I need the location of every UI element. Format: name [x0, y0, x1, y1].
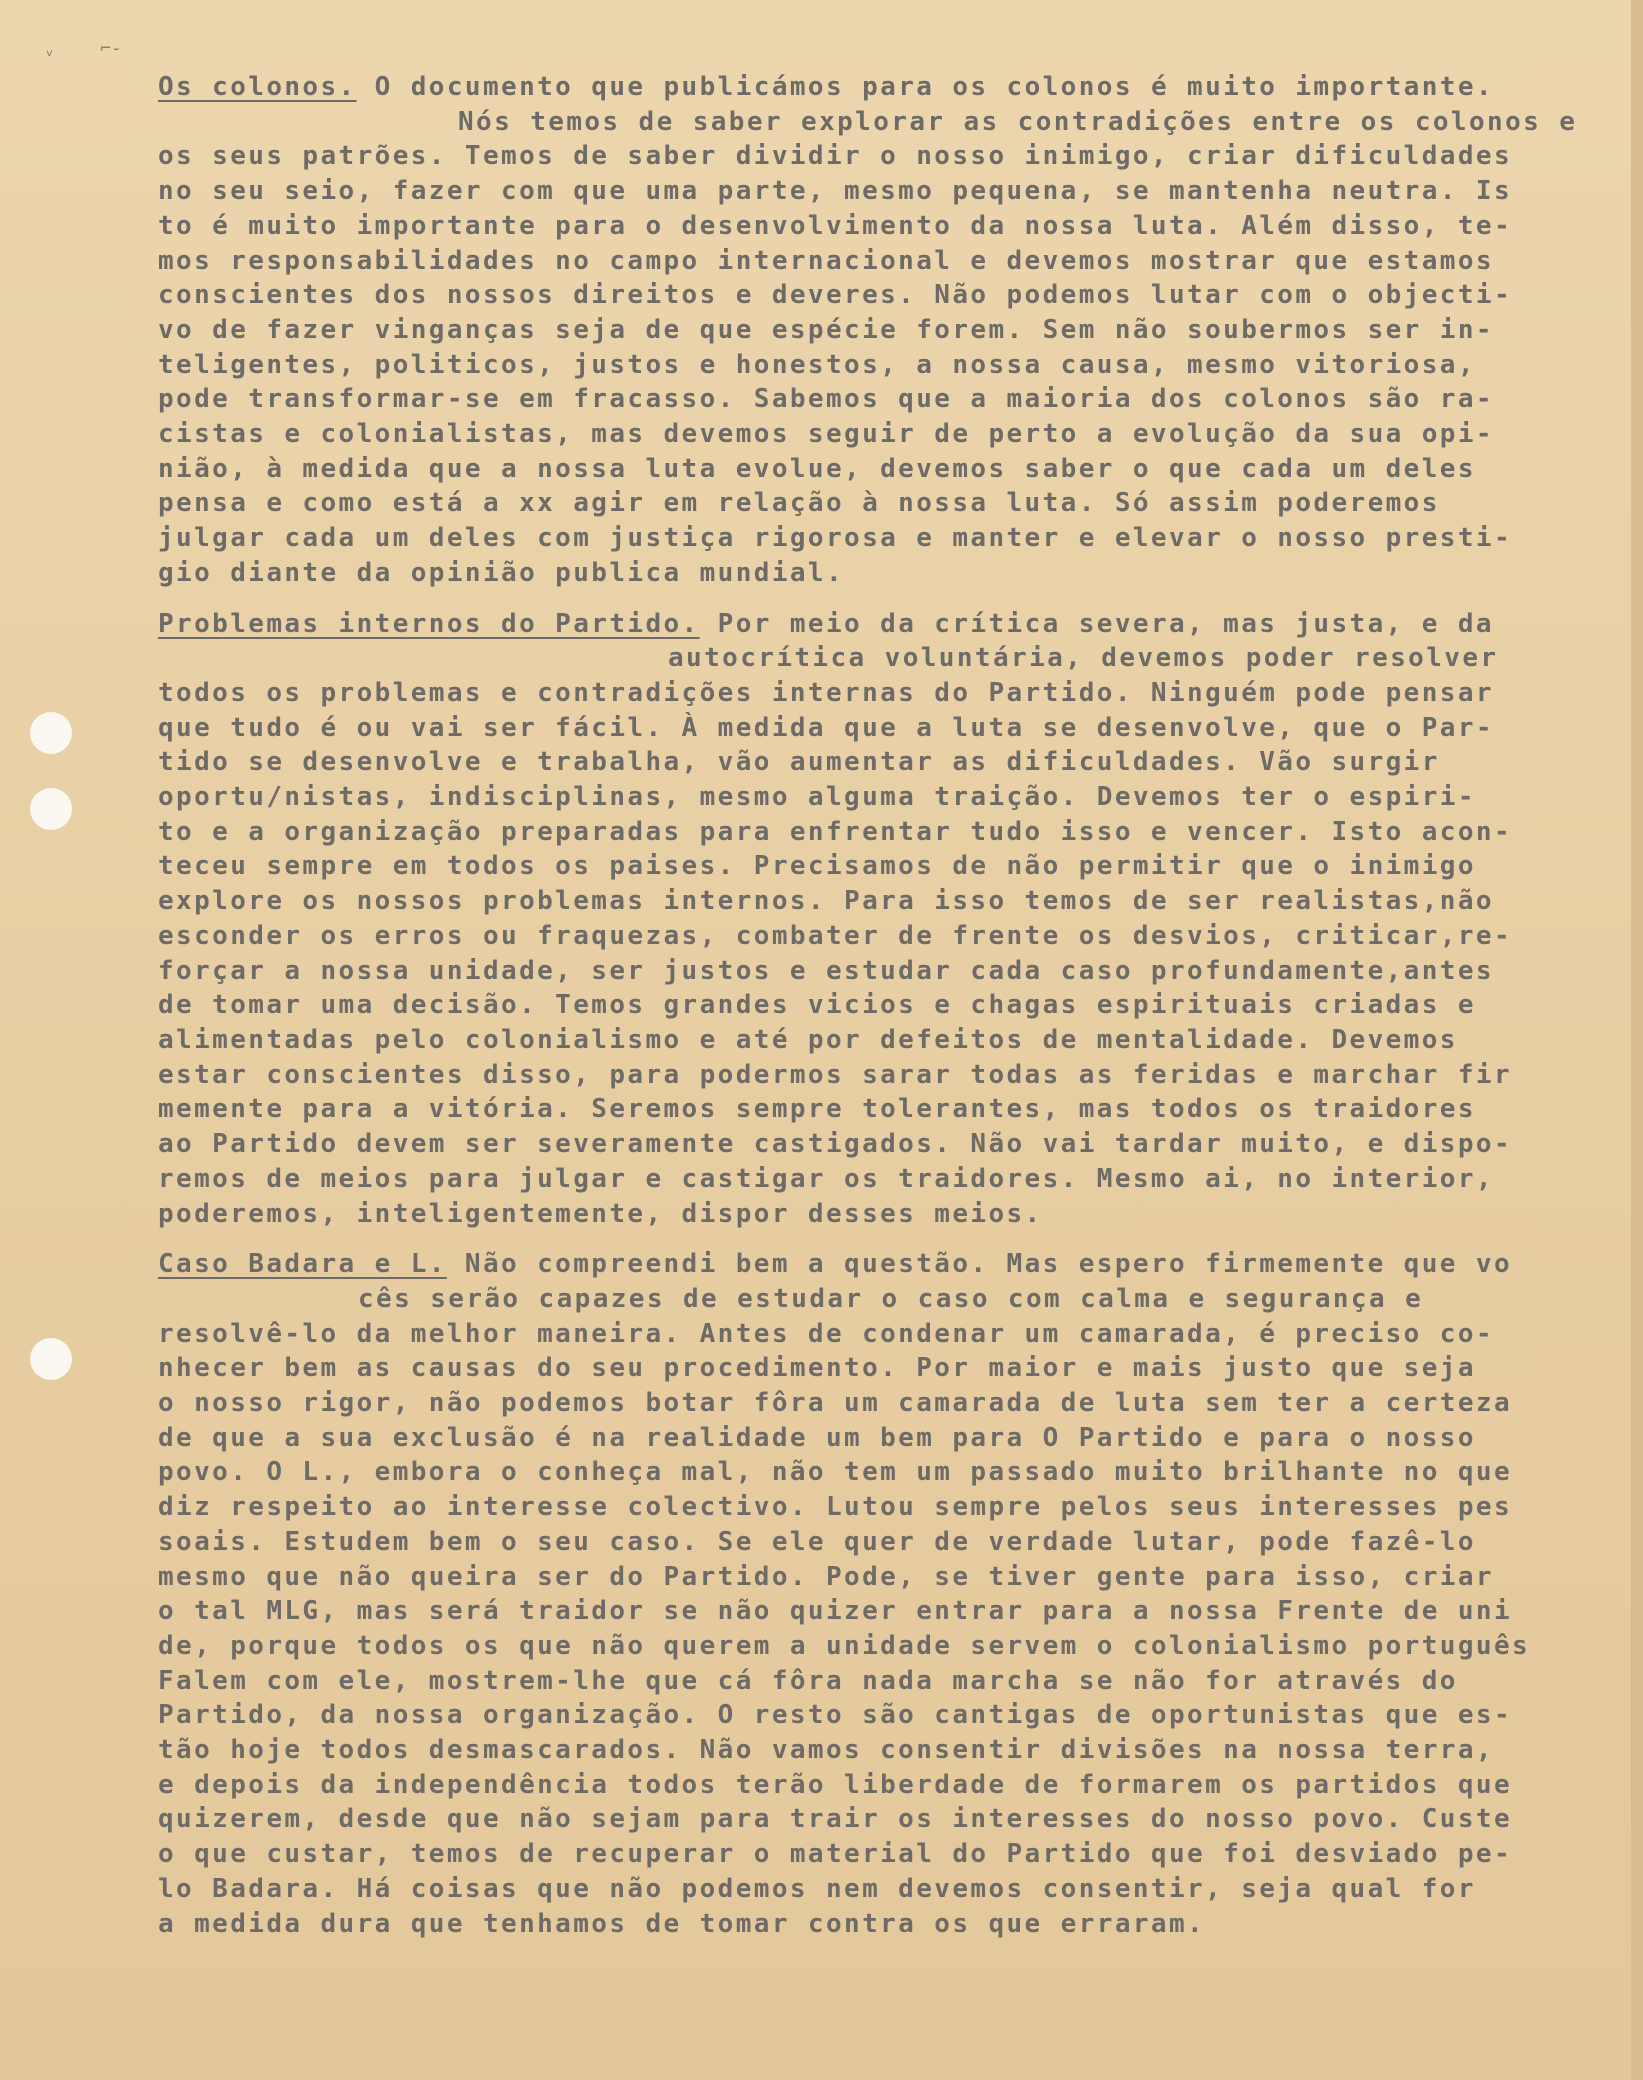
- text-line: remos de meios para julgar e castigar os traidores. Mesmo ai, no interior,: [158, 1163, 1494, 1194]
- text-line: julgar cada um deles com justiça rigorosa e manter e elevar o nosso presti-: [158, 523, 1512, 554]
- text-line: de que a sua exclusão é na realidade um bem para O Partido e para o nosso: [158, 1422, 1476, 1453]
- text-line: soais. Estudem bem o seu caso. Se ele quer de verdade lutar, pode fazê-lo: [158, 1526, 1476, 1557]
- text-line: e depois da independência todos terão liberdade de formarem os partidos que: [158, 1769, 1512, 1800]
- text-line: nhecer bem as causas do seu procedimento. Por maior e mais justo que seja: [158, 1353, 1476, 1384]
- text-line: mos responsabilidades no campo internacional e devemos mostrar que estamos: [158, 245, 1494, 276]
- section-heading: Problemas internos do Partido.: [158, 608, 700, 639]
- text-line: pode transformar-se em fracasso. Sabemos que a maioria dos colonos são ra-: [158, 384, 1494, 415]
- text-line: Problemas internos do Partido. Por meio da crítica severa, mas justa, e da: [158, 608, 1494, 639]
- text-line: nião, à medida que a nossa luta evolue, devemos saber o que cada um deles: [158, 453, 1476, 484]
- punch-hole: [30, 788, 72, 830]
- section-caso-badara: [158, 1247, 1636, 1941]
- text-line: teceu sempre em todos os paises. Precisamos de não permitir que o inimigo: [158, 851, 1476, 882]
- text-line: que tudo é ou vai ser fácil. À medida que a luta se desenvolve, que o Par-: [158, 712, 1494, 743]
- text-line: quizerem, desde que não sejam para trair os interesses do nosso povo. Custe: [158, 1804, 1512, 1835]
- section-colonos: [158, 70, 1636, 591]
- text-line: poderemos, inteligentemente, dispor desses meios.: [158, 1198, 1043, 1229]
- text-line: Partido, da nossa organização. O resto são cantigas de oportunistas que es-: [158, 1700, 1512, 1731]
- text-line: resolvê-lo da melhor maneira. Antes de condenar um camarada, é preciso co-: [158, 1318, 1494, 1349]
- text-line: Caso Badara e L. Não compreendi bem a questão. Mas espero firmemente que vo: [158, 1249, 1513, 1280]
- text-line: cês serão capazes de estudar o caso com calma e segurança e: [358, 1283, 1424, 1314]
- text-line: explore os nossos problemas internos. Para isso temos de ser realistas,não: [158, 886, 1494, 917]
- typewritten-text: [158, 70, 1636, 1957]
- text-line: gio diante da opinião publica mundial.: [158, 557, 845, 588]
- text-line: oportu/nistas, indisciplinas, mesmo alguma traição. Devemos ter o espiri-: [158, 782, 1476, 813]
- text-line: conscientes dos nossos direitos e deveres. Não podemos lutar com o objecti-: [158, 280, 1512, 311]
- punch-hole: [30, 712, 72, 754]
- text-line: to é muito importante para o desenvolvimento da nossa luta. Além disso, te-: [158, 210, 1512, 241]
- text-line: estar conscientes disso, para podermos sarar todas as feridas e marchar fir: [158, 1059, 1512, 1090]
- text-line: a medida dura que tenhamos de tomar contra os que erraram.: [158, 1908, 1206, 1939]
- punch-hole: [30, 1338, 72, 1380]
- text-line: mesmo que não queira ser do Partido. Pode, se tiver gente para isso, criar: [158, 1561, 1494, 1592]
- text-line: o nosso rigor, não podemos botar fôra um camarada de luta sem ter a certeza: [158, 1388, 1512, 1419]
- text-line: esconder os erros ou fraquezas, combater de frente os desvios, criticar,re-: [158, 920, 1512, 951]
- text-line: forçar a nossa unidade, ser justos e estudar cada caso profundamente,antes: [158, 955, 1494, 986]
- section-heading: Os colonos.: [158, 72, 357, 102]
- text-line: tido se desenvolve e trabalha, vão aumentar as dificuldades. Vão surgir: [158, 747, 1440, 778]
- text-line: de, porque todos os que não querem a unidade servem o colonialismo português: [158, 1630, 1531, 1661]
- text-line: Falem com ele, mostrem-lhe que cá fôra nada marcha se não for através do: [158, 1665, 1458, 1696]
- text-line: memente para a vitória. Seremos sempre tolerantes, mas todos os traidores: [158, 1094, 1476, 1125]
- section-problemas-internos: [158, 607, 1636, 1232]
- text-line: teligentes, politicos, justos e honestos, a nossa causa, mesmo vitoriosa,: [158, 349, 1476, 380]
- text-line: tão hoje todos desmascarados. Não vamos consentir divisões na nossa terra,: [158, 1735, 1494, 1766]
- text-line: povo. O L., embora o conheça mal, não tem um passado muito brilhante no que: [158, 1457, 1512, 1488]
- text-line: alimentadas pelo colonialismo e até por defeitos de mentalidade. Devemos: [158, 1024, 1458, 1055]
- text-line: pensa e como está a xx agir em relação à nossa luta. Só assim poderemos: [158, 488, 1440, 519]
- text-line: diz respeito ao interesse colectivo. Lutou sempre pelos seus interesses pes: [158, 1492, 1512, 1523]
- paper-speck: ᵛ: [44, 46, 55, 67]
- text-line: o tal MLG, mas será traidor se não quizer entrar para a nossa Frente de uni: [158, 1596, 1512, 1627]
- text-line: o que custar, temos de recuperar o material do Partido que foi desviado pe-: [158, 1839, 1512, 1870]
- text-line: lo Badara. Há coisas que não podemos nem devemos consentir, seja qual for: [158, 1873, 1476, 1904]
- section-heading: Caso Badara e L.: [158, 1249, 447, 1280]
- text-line: vo de fazer vinganças seja de que espécie forem. Sem não soubermos ser in-: [158, 314, 1494, 345]
- text-line: de tomar uma decisão. Temos grandes vicios e chagas espirituais criadas e: [158, 990, 1476, 1021]
- text-line: to e a organização preparadas para enfrentar tudo isso e vencer. Isto acon-: [158, 816, 1512, 847]
- text-line: no seu seio, fazer com que uma parte, mesmo pequena, se mantenha neutra. Is: [158, 176, 1512, 207]
- text-line: cistas e colonialistas, mas devemos seguir de perto a evolução da sua opi-: [158, 419, 1494, 450]
- text-line: autocrítica voluntária, devemos poder resolver: [668, 643, 1499, 674]
- text-line: os seus patrões. Temos de saber dividir o nosso inimigo, criar dificuldades: [158, 141, 1512, 172]
- text-line: Os colonos. O documento que publicámos para os colonos é muito importante.: [158, 72, 1494, 102]
- paper-speck: ⌐-: [100, 38, 122, 59]
- text-line: Nós temos de saber explorar as contradições entre os colonos e: [458, 106, 1578, 137]
- text-line: ao Partido devem ser severamente castigados. Não vai tardar muito, e dispo-: [158, 1129, 1512, 1160]
- text-line: todos os problemas e contradições internas do Partido. Ninguém pode pensar: [158, 677, 1494, 708]
